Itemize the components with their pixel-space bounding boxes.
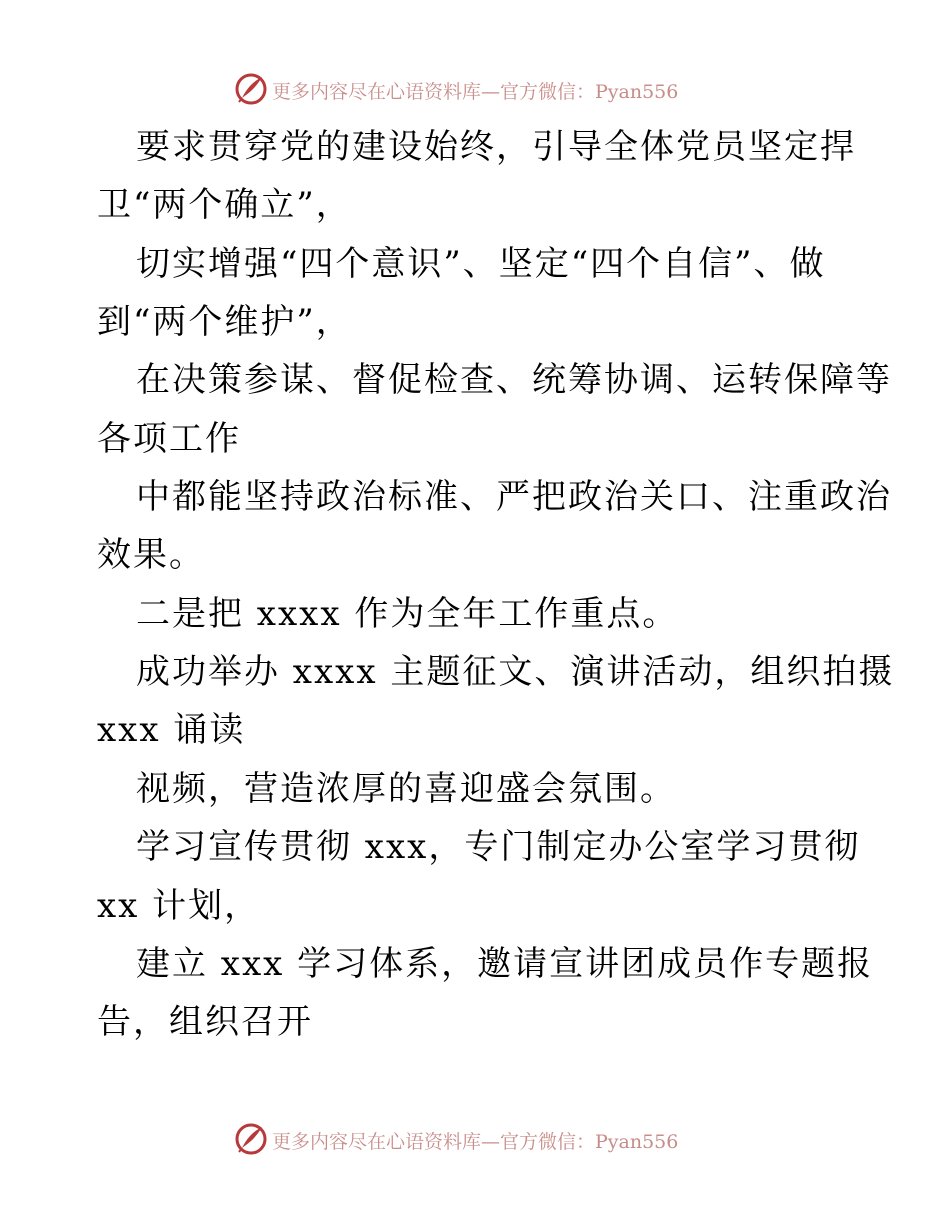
watermark-dash: — xyxy=(481,81,501,103)
text-line: 切实增强“四个意识”、坚定“四个自信”、做 xyxy=(136,244,826,284)
text-line: 成功举办 xxxx 主题征文、演讲活动，组织拍摄 xyxy=(136,652,895,692)
text-line: 二是把 xxxx 作为全年工作重点。 xyxy=(136,594,679,634)
text-line: 中都能坚持政治标准、严把政治关口、注重政治 xyxy=(136,477,892,517)
watermark-main: 更多内容尽在心语资料库 xyxy=(272,1131,482,1153)
watermark-suffix: 官方微信：Pyan556 xyxy=(500,1131,679,1153)
text-line: 在决策参谋、督促检查、统筹协调、运转保障等 xyxy=(136,360,892,400)
text-line: 各项工作 xyxy=(97,419,241,459)
text-line: 到“两个维护”， xyxy=(97,302,352,342)
text-line: 建立 xxx 学习体系，邀请宣讲团成员作专题报 xyxy=(136,944,874,984)
watermark-dash: — xyxy=(481,1131,501,1153)
text-line: xx 计划， xyxy=(97,886,261,926)
text-line: 效果。 xyxy=(97,535,205,575)
watermark-main: 更多内容尽在心语资料库 xyxy=(272,81,482,103)
text-line: 学习宣传贯彻 xxx，专门制定办公室学习贯彻 xyxy=(136,827,861,867)
watermark-text xyxy=(272,1127,678,1154)
text-line: 视频，营造浓厚的喜迎盛会氛围。 xyxy=(136,769,676,809)
text-line: 告，组织召开 xyxy=(97,1002,313,1042)
watermark-suffix: 官方微信：Pyan556 xyxy=(500,81,679,103)
footer-watermark xyxy=(0,1120,950,1160)
text-line: 卫“两个确立”， xyxy=(97,185,352,225)
text-line: 要求贯穿党的建设始终，引导全体党员坚定捍 xyxy=(136,127,856,167)
text-line: xxx 诵读 xyxy=(97,710,246,750)
quill-logo-icon xyxy=(234,1122,268,1156)
